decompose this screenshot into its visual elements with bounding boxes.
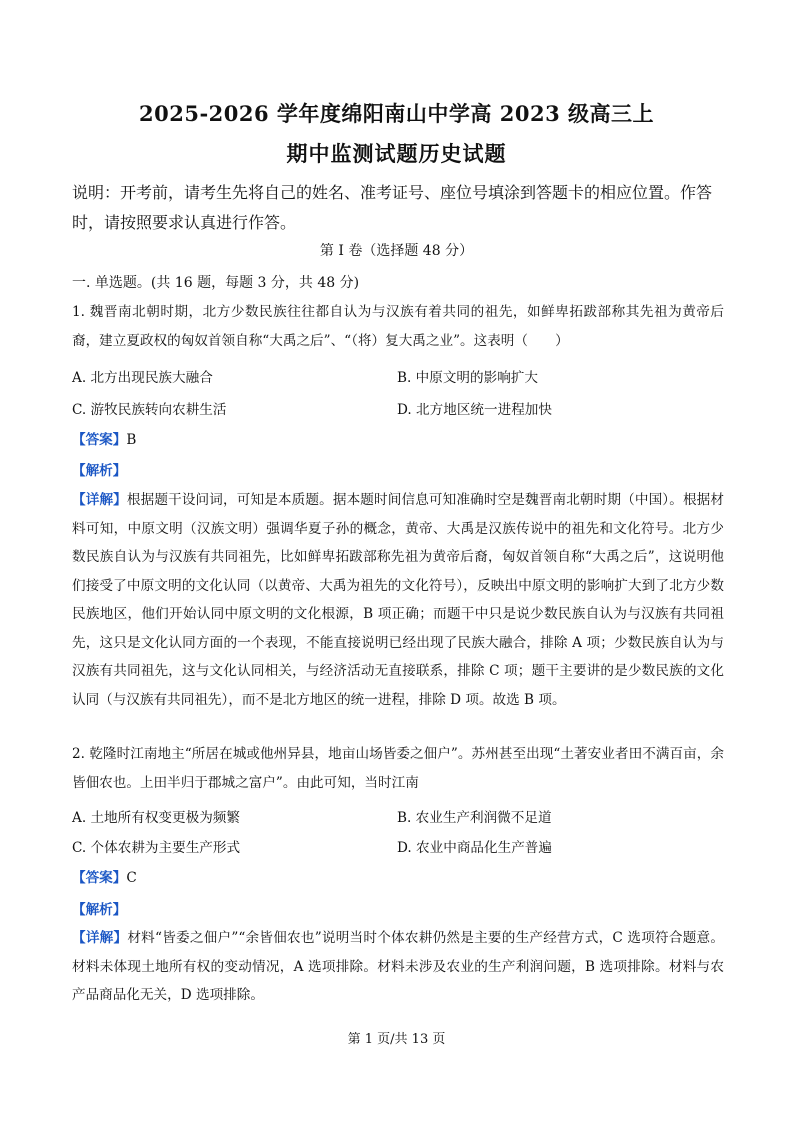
page-footer: 第 1 页/共 13 页 [347,1032,446,1047]
question-1-analysis [72,459,126,479]
instructions: 说明：开考前，请考生先将自己的姓名、准考证号、座位号填涂到答题卡的相应位置。作答时，请按照要求认真进行作答。 [72,183,713,232]
question-1-option-d: D. 北方地区统一进程加快 [397,402,552,418]
detail-label: 【详解】 [72,930,128,946]
question-2-answer [72,866,137,886]
detail-label: 【详解】 [72,492,127,508]
question-2-option-d: D. 农业中商品化生产普遍 [397,840,552,856]
section-title: 第 I 卷（选择题 48 分） [319,243,474,259]
question-2-detail [72,924,724,1010]
question-1-option-a: A. 北方出现民族大融合 [72,370,213,386]
answer-value: B [126,432,137,448]
analysis-label: 【解析】 [72,463,127,479]
question-2-option-c: C. 个体农耕为主要生产形式 [72,840,241,856]
answer-label: 【答案】 [72,870,127,886]
exam-title-line1: 2025-2026 学年度绵阳南山中学高 2023 级高三上 [139,101,654,126]
answer-label: 【答案】 [72,432,127,448]
question-2-option-b: B. 农业生产利润微不足道 [397,810,552,826]
detail-text: 根据题干设问词，可知是本质题。据本题时间信息可知准确时空是魏晋南北朝时期（中国）。根据材料可知，中原文明（汉族文明）强调华夏子孙的概念，黄帝、大禹是汉族传说中的祖先和文化符号。北方少数民族自认为与汉族有共同祖先，比如鲜卑拓跋部称先祖为黄帝后裔，匈奴首领自称“大禹之后”，这说明他们接受了中原文明的文化认同（以黄帝、大禹为祖先的文化符号），反映出中原文明的影响扩大到了北方少数民族地区，他们开始认同中原文明的文化根源，B 项正确；而题干中只是说少数民族自认为与汉族有共同祖先，这只是文化认同方面的一个表现，不能直接说明已经出现了民族大融合，排除 A 项；少数民族自认为与汉族有共同祖先，这与文化认同相关，与经济活动无直接联系，排除 C 项；题干主要讲的是少数民族的文化认同（与汉族有共同祖先），而不是北方地区的统一进程，排除 D 项。故选 B 项。 [72,492,725,708]
exam-title-line2: 期中监测试题历史试题 [286,141,507,166]
detail-text: 材料“皆委之佃户”“余皆佃农也”说明当时个体农耕仍然是主要的生产经营方式，C 选项符合题意。材料未体现土地所有权的变动情况，A 选项排除。材料未涉及农业的生产利润问题，B 选项排除。材料与农产品商品化无关，D 选项排除。 [72,930,724,1003]
question-2-stem: 2. 乾隆时江南地主“所居在城或他州异县，地亩山场皆委之佃户”。苏州甚至出现“土著安业者田不满百亩，余皆佃农也。上田半归于郡城之富户”。由此可知，当时江南 [72,746,724,791]
analysis-label: 【解析】 [72,902,127,918]
question-2-option-a: A. 土地所有权变更极为频繁 [72,810,240,826]
question-1-option-c: C. 游牧民族转向农耕生活 [72,402,227,418]
answer-value: C [126,870,137,886]
question-type-heading: 一. 单选题。(共 16 题，每题 3 分，共 48 分) [72,275,360,291]
question-2-analysis [72,898,126,918]
question-1-detail [72,486,724,714]
question-1-stem: 1. 魏晋南北朝时期，北方少数民族往往都自认为与汉族有着共同的祖先，如鲜卑拓跋部称其先祖为黄帝后裔，建立夏政权的匈奴首领自称“大禹之后”、“（将）复大禹之业”。这表明（ ） [72,304,724,349]
question-1-option-b: B. 中原文明的影响扩大 [397,370,538,386]
question-1-answer [72,428,136,448]
